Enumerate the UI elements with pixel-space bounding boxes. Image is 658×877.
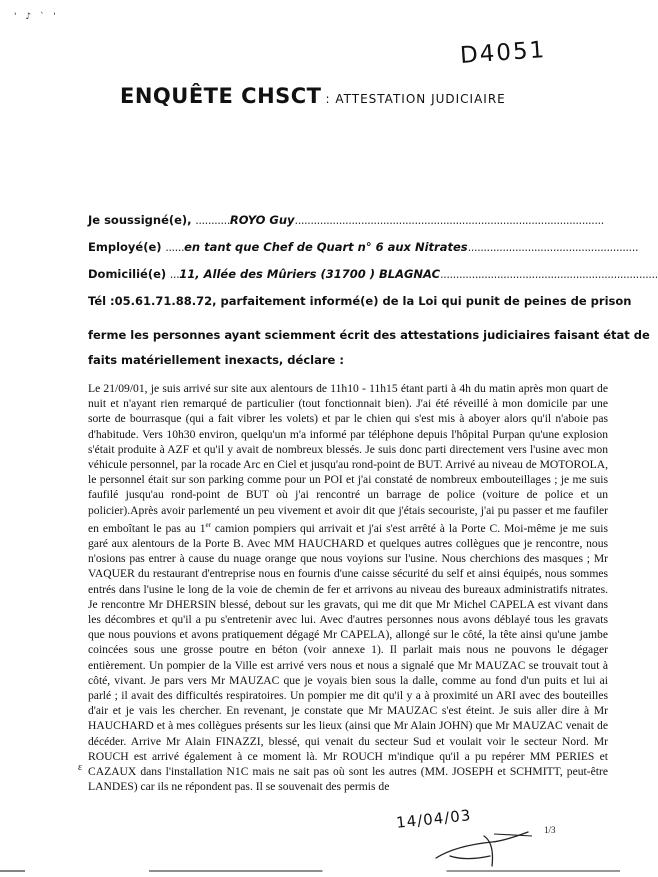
statement-text-part-1: Le 21/09/01, je suis arrivé sur site aux alentours de 11h10 - 11h15 étant parti à 4h du matin après mon quart de nuit et n'ayant rien remarqué de particulier (tout fonctionnait bien). J'ai été réveillé à mon domicile par une sorte de bourrasque (qui a fait vibrer les volets) et par le chien qui s'est mis à aboyer alors qu'il n'aboie pas d'habitude. Vers 10h30 environ, quelqu'un m'a informé par téléphone depuis l'hôpital Purpan qu'une explosion s'était produite à AZF et qu'il y avait de nombreux blessés. Je suis donc parti directement vers l'usine avec mon véhicule personnel, par la rocade Arc en Ciel et jusqu'au rond-point de BUT. Arrivé au niveau de MOTOROLA, le personnel était sur son parking comme pour un POI et j'ai constaté de nombreux embouteillages ; je me suis faufilé jusqu'au rond-point de BUT où j'ai rencontré un barrage de police (voiture de police et un policier).Après avoir parlementé un peu vivement et avoir dit que j'étais secouriste, j'ai pu passer et me faufiler en emboîtant le pas au 1 — [88, 382, 609, 535]
phone-line: Tél :05.61.71.88.72, parfaitement informé(e) de la Loi qui punit de peines de prison — [88, 294, 632, 308]
dot-leader: ...................................................... — [467, 240, 639, 254]
scan-corner-marks: ' ♪ ` ' — [14, 12, 59, 22]
field-address — [88, 267, 658, 281]
declaration-line-2: faits matériellement inexacts, déclare : — [88, 353, 344, 367]
signature-graphic — [432, 826, 542, 870]
handwritten-doc-code: D4051 — [459, 37, 548, 69]
page-number: 1/3 — [544, 825, 556, 835]
title-main: ENQUÊTE CHSCT — [120, 84, 322, 108]
dot-leader: ........... — [195, 213, 230, 227]
field-name — [88, 213, 608, 227]
field-employee-label: Employé(e) — [88, 240, 162, 254]
dot-leader: ..................................................................... — [440, 267, 658, 281]
dot-leader: .................................................................................................. — [294, 213, 604, 227]
dot-leader: ... — [169, 267, 180, 281]
field-address-label: Domicilié(e) — [88, 267, 167, 281]
statement-body — [88, 381, 608, 794]
margin-mark: ɛ — [78, 762, 83, 773]
title-subtitle: : ATTESTATION JUDICIAIRE — [325, 92, 506, 106]
field-employee-value: en tant que Chef de Quart n° 6 aux Nitrates — [184, 240, 468, 254]
declaration-line-1: ferme les personnes ayant sciemment écrit des attestations judiciaires faisant état de — [88, 328, 650, 342]
field-employee — [88, 240, 639, 254]
field-name-value: ROYO Guy — [229, 213, 295, 227]
document-title — [120, 84, 590, 108]
superscript-ordinal: er — [205, 520, 211, 529]
statement-text-part-2: camion pompiers qui arrivait et j'ai s'est arrêté à la Porte C. Moi-même je me suis garé aux alentours de la Porte B. Avec MM HAUCHARD et quelques autres collègues que je rencontre, nous n'osions pas entrer à cause du nuage orange que nous voyions sur l'usine. Nous cherchions des masques ; Mr VAQUER du restaurant d'entreprise nous en fournis d'une caisse sécurité du self et ainsi équipés, nous sommes entrés dans l'usine le long de la voie de chemin de fer et arrivons au niveau des bureaux administratifs nitrates. Je rencontre Mr DHERSIN blessé, debout sur les gravats, qui me dit que Mr Michel CAPELA est vivant dans les décombres et qu'il a pu s'entretenir avec lui. Avec d'autres personnes nous avons déblayé tous les gravats que nous pouvions et avons pratiquement dégagé Mr CAPELA), allongé sur le côté, la tête ainsi qu'une jambe coincées sous une grosse poutre en béton (voir annexe 1). Il parlait mais nous ne pouvons le dégager entièrement. Un pompier de la Ville est arrivé vers nous et nous a signalé que Mr MAUZAC se trouvait tout à côté, vivant. Je pars vers Mr MAUZAC que je voyais bien sous la dalle, comme au fond d'un puits et lui ai parlé ; il avait des difficultés respiratoires. Un pompier me dit qu'il y a à proximité un ARI avec des bouteilles d'air et je vais les chercher. En revenant, je constate que Mr MAUZAC s'est éteint. Je suis aller dire à Mr HAUCHARD et à mes collègues présents sur les lieux (ainsi que Mr Alain JOHN) que Mr MAUZAC venait de décéder. Arrive Mr Alain FINAZZI, blessé, qui venait du secteur Sud et voulait voir le secteur Nord. Mr ROUCH est arrivé également à ce moment là. Mr ROUCH m'indique qu'il a pu repérer MM PERIES et CAZAUX dans l'installation N1C mais ne sait pas où sont les autres (MM. JOSEPH et SCHMITT, peut-être LANDES) car ils ne répondent pas. Il se souvenait des permis de — [88, 521, 608, 794]
scan-edge-line — [0, 870, 620, 872]
dot-leader: ...... — [165, 240, 185, 254]
handwritten-date: 14/04/03 — [395, 806, 473, 832]
field-name-label: Je soussigné(e), — [88, 213, 192, 227]
field-address-value: 11, Allée des Mûriers (31700 ) BLAGNAC — [179, 267, 441, 281]
